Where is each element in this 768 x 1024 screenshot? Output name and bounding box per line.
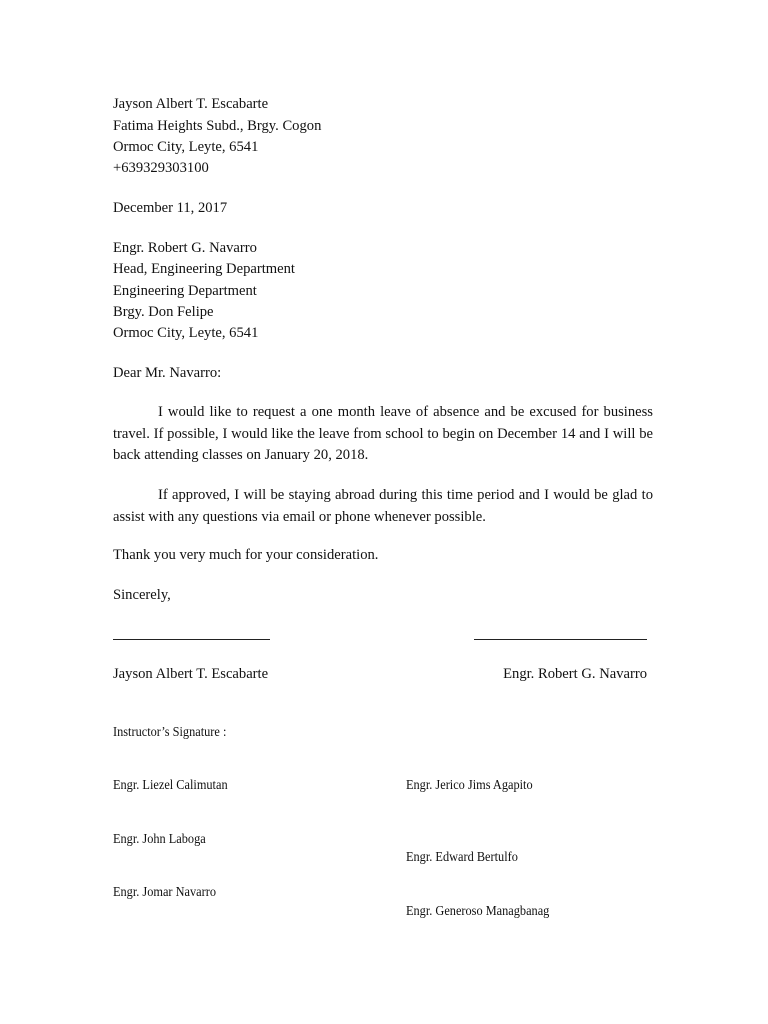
sender-address-line2: Ormoc City, Leyte, 6541 <box>113 139 259 155</box>
recipient-department: Engineering Department <box>113 283 257 299</box>
body-paragraph-2: If approved, I will be staying abroad during this time period and I would be glad to assist with any questions via email or phone whenever possible. <box>113 487 653 525</box>
instructor-name: Engr. Jerico Jims Agapito <box>406 778 533 793</box>
letter-date: December 11, 2017 <box>113 200 228 216</box>
recipient-address-line2: Ormoc City, Leyte, 6541 <box>113 325 259 341</box>
signature-line-left <box>113 639 270 640</box>
recipient-name: Engr. Robert G. Navarro <box>113 240 257 256</box>
sender-address-line1: Fatima Heights Subd., Brgy. Cogon <box>113 118 322 134</box>
instructor-name: Engr. Jomar Navarro <box>113 885 216 900</box>
thank-you-line: Thank you very much for your consideration. <box>113 547 379 563</box>
instructor-name: Engr. Liezel Calimutan <box>113 778 228 793</box>
sender-name: Jayson Albert T. Escabarte <box>113 96 269 112</box>
body-paragraph-1: I would like to request a one month leave of absence and be excused for business travel. If possible, I would like the leave from school to begin on December 14 and I will be back attending classes on January 20, 2018. <box>113 404 653 463</box>
instructor-signature-heading: Instructor’s Signature : <box>113 725 227 740</box>
instructor-name: Engr. John Laboga <box>113 832 206 847</box>
recipient-address-line1: Brgy. Don Felipe <box>113 304 214 320</box>
salutation: Dear Mr. Navarro: <box>113 365 222 381</box>
instructor-name: Engr. Edward Bertulfo <box>406 850 518 865</box>
instructor-name: Engr. Generoso Managbanag <box>406 904 550 919</box>
signatory-left-name: Jayson Albert T. Escabarte <box>113 666 269 682</box>
recipient-title: Head, Engineering Department <box>113 261 295 277</box>
signatory-right-name: Engr. Robert G. Navarro <box>503 666 647 682</box>
sender-phone: +639329303100 <box>113 160 209 176</box>
closing: Sincerely, <box>113 587 171 603</box>
signature-line-right <box>474 639 647 640</box>
